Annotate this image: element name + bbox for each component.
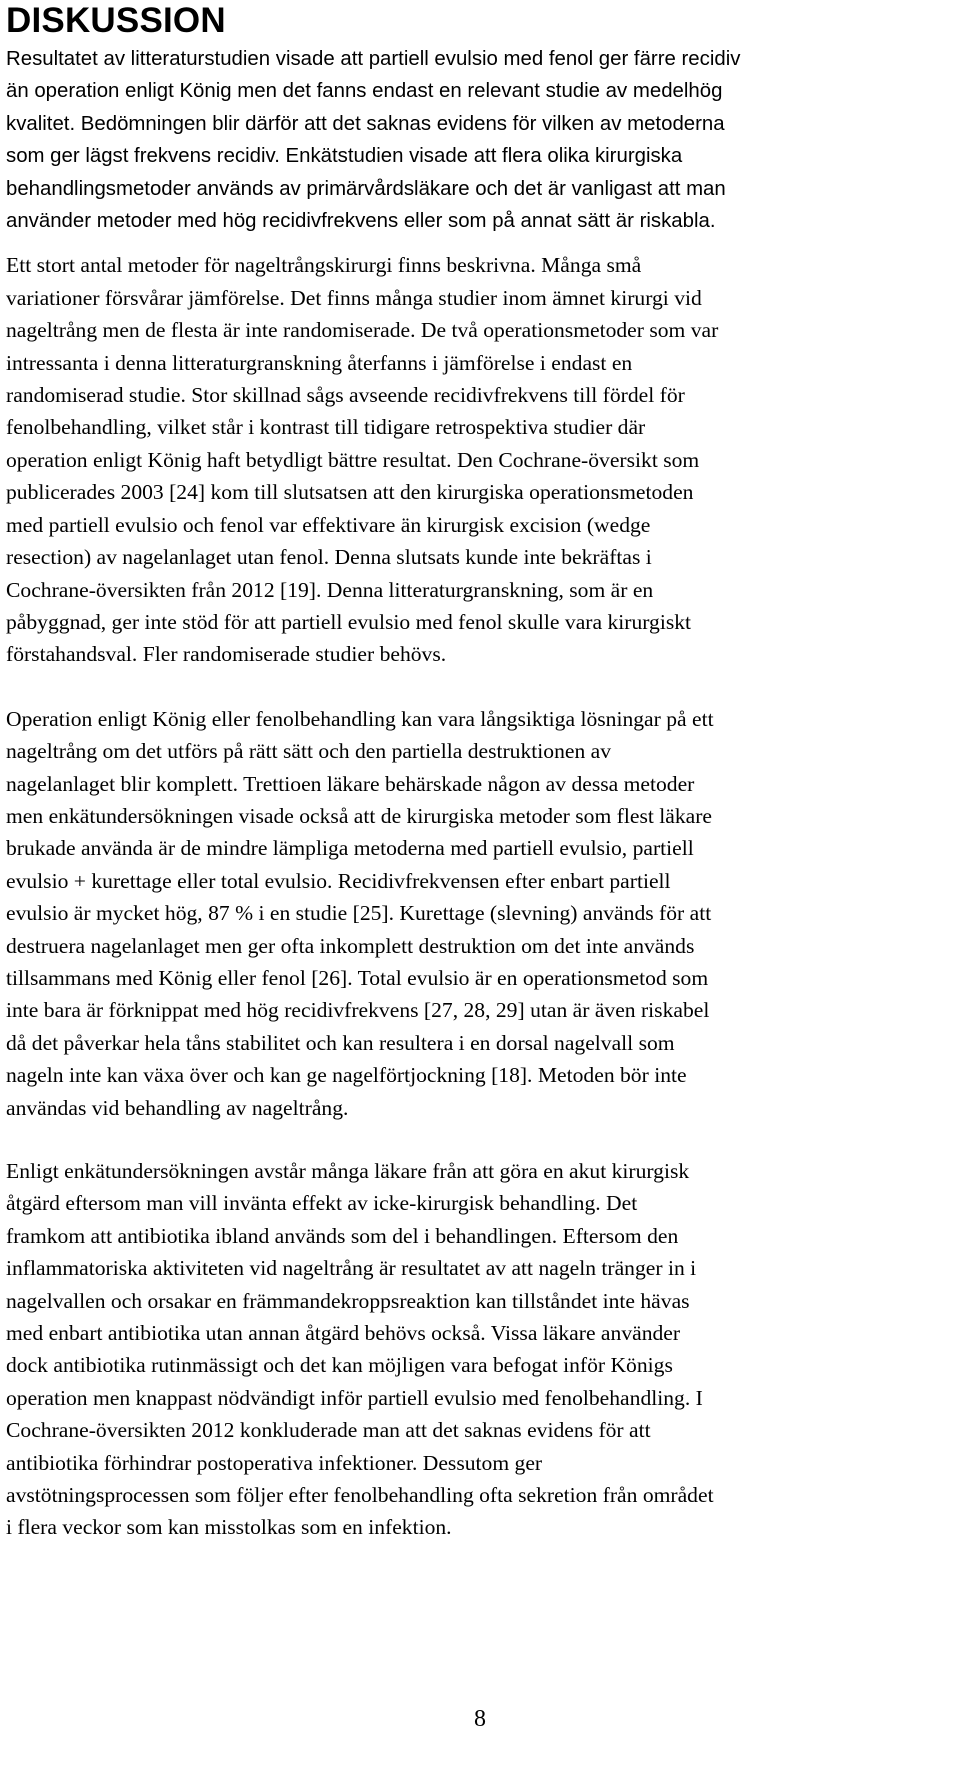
text-line: evulsio + kurettage eller total evulsio. Recidivfrekvensen efter enbart partiell: [6, 868, 671, 893]
text-line: påbyggnad, ger inte stöd för att partiell evulsio med fenol skulle vara kirurgiskt: [6, 609, 692, 634]
paragraph-4: [6, 1155, 936, 1544]
text-line: Resultatet av litteraturstudien visade att partiell evulsio med fenol ger färre recidiv: [6, 48, 741, 70]
text-line: brukade använda är de mindre lämpliga metoderna med partiell evulsio, partiell: [6, 836, 694, 861]
text-line: förstahandsval. Fler randomiserade studier behövs.: [6, 642, 447, 667]
section-heading: DISKUSSION: [6, 1, 226, 40]
text-line: Enligt enkätundersökningen avstår många läkare från att göra en akut kirurgisk: [6, 1159, 690, 1183]
text-line: behandlingsmetoder används av primärvårdsläkare och det är vanligast att man: [6, 177, 726, 200]
text-line: avstötningsprocessen som följer efter fenolbehandling ofta sekretion från området: [6, 1483, 714, 1508]
text-line: antibiotika förhindrar postoperativa infektioner. Dessutom ger: [6, 1450, 543, 1475]
text-line: destruera nagelanlaget men ger ofta inkomplett destruktion om det inte används: [6, 933, 695, 958]
text-line: operation enligt König haft betydligt bättre resultat. Den Cochrane-översikt som: [6, 447, 700, 472]
paragraph-2: [6, 249, 936, 670]
text-line: nagelanlaget blir komplett. Trettioen läkare behärskade någon av dessa metoder: [6, 771, 695, 796]
text-line: operation men knappast nödvändigt inför partiell evulsio med fenolbehandling. I: [6, 1385, 703, 1410]
text-line: än operation enligt König men det fanns endast en relevant studie av medelhög: [6, 80, 723, 103]
text-line: nageln inte kan växa över och kan ge nagelförtjockning [18]. Metoden bör inte: [6, 1063, 687, 1088]
text-line: i flera veckor som kan misstolkas som en infektion.: [6, 1515, 452, 1540]
text-line: tillsammans med König eller fenol [26]. Total evulsio är en operationsmetod som: [6, 965, 709, 990]
text-line: då det påverkar hela tåns stabilitet och kan resultera i en dorsal nagelvall som: [6, 1030, 675, 1055]
paragraph-3: [6, 703, 936, 1124]
text-line: randomiserad studie. Stor skillnad sågs avseende recidivfrekvens till fördel för: [6, 383, 685, 408]
text-line: nageltrång om det utförs på rätt sätt och den partiella destruktionen av: [6, 739, 612, 764]
text-line: men enkätundersökningen visade också att de kirurgiska metoder som flest läkare: [6, 803, 712, 828]
text-line: resection) av nagelanlaget utan fenol. Denna slutsats kunde inte bekräftas i: [6, 545, 652, 570]
text-line: använder metoder med hög recidivfrekvens eller som på annat sätt är riskabla.: [6, 210, 716, 233]
text-line: inflammatoriska aktiviteten vid nageltrång är resultatet av att nageln tränger in i: [6, 1256, 697, 1281]
text-line: användas vid behandling av nageltrång.: [6, 1095, 349, 1120]
document-page: [6, 0, 936, 1544]
text-line: intressanta i denna litteraturgranskning återfanns i jämförelse i endast en: [6, 350, 633, 375]
text-line: variationer försvårar jämförelse. Det finns många studier inom ämnet kirurgi vid: [6, 285, 702, 310]
text-line: dock antibiotika rutinmässigt och det kan möjligen vara befogat inför Königs: [6, 1353, 673, 1378]
text-line: nagelvallen och orsakar en främmandekroppsreaktion kan tillståndet inte hävas: [6, 1288, 690, 1313]
text-line: inte bara är förknippat med hög recidivfrekvens [27, 28, 29] utan är även riskabel: [6, 998, 710, 1023]
text-line: Ett stort antal metoder för nageltrångskirurgi finns beskrivna. Många små: [6, 253, 642, 278]
text-line: som ger lägst frekvens recidiv. Enkätstudien visade att flera olika kirurgiska: [6, 145, 683, 168]
text-line: kvalitet. Bedömningen blir därför att det saknas evidens för vilken av metoderna: [6, 112, 725, 135]
text-line: nageltrång men de flesta är inte randomiserade. De två operationsmetoder som var: [6, 318, 719, 343]
text-line: åtgärd eftersom man vill invänta effekt av icke-kirurgisk behandling. Det: [6, 1191, 638, 1216]
text-line: framkom att antibiotika ibland används som del i behandlingen. Eftersom den: [6, 1223, 679, 1248]
text-line: Operation enligt König eller fenolbehandling kan vara långsiktiga lösningar på ett: [6, 706, 714, 731]
text-line: publicerades 2003 [24] kom till slutsatsen att den kirurgiska operationsmetoden: [6, 480, 694, 505]
page-number: 8: [474, 1706, 486, 1732]
text-line: fenolbehandling, vilket står i kontrast till tidigare retrospektiva studier där: [6, 415, 646, 440]
text-line: med partiell evulsio och fenol var effektivare än kirurgisk excision (wedge: [6, 512, 651, 537]
text-line: evulsio är mycket hög, 87 % i en studie [25]. Kurettage (slevning) används för att: [6, 901, 712, 926]
text-line: med enbart antibiotika utan annan åtgärd behövs också. Vissa läkare använder: [6, 1321, 681, 1346]
text-line: Cochrane-översikten 2012 konkluderade man att det saknas evidens för att: [6, 1418, 651, 1443]
paragraph-1: [6, 43, 936, 237]
text-line: Cochrane-översikten från 2012 [19]. Denna litteraturgranskning, som är en: [6, 577, 654, 602]
